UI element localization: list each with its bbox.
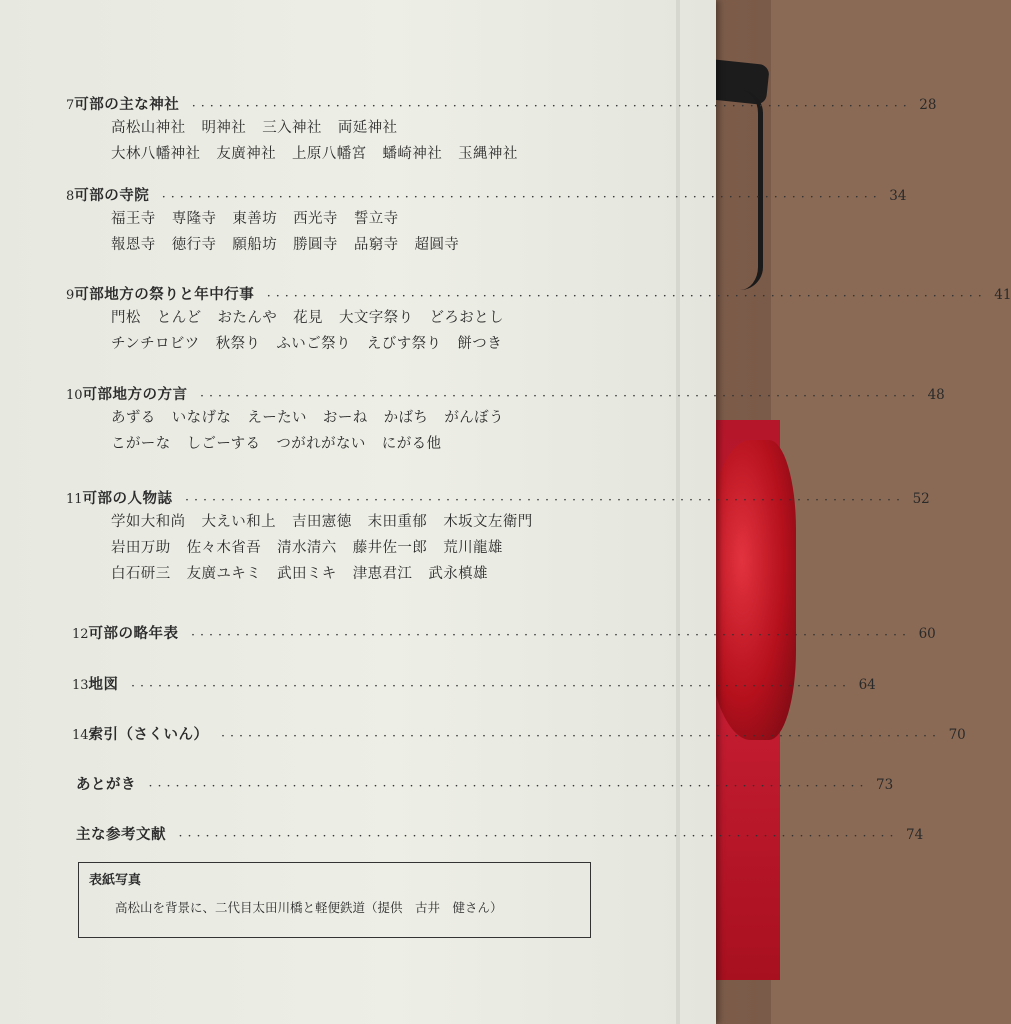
leader-dots: ・・・・・・・・・・・・・・・・・・・・・・・・・・・・・・・・・・・・・・・・・・・・・・・・・・・・・・・・・・・・・・・・・・・・・・・・・・・・・・・・ <box>264 292 985 302</box>
toc-sub-item: 東善坊 <box>232 211 278 227</box>
toc-sub-item: 佐々木省吾 <box>186 540 262 556</box>
toc-entry <box>66 383 945 457</box>
toc-sub-item-line <box>111 206 586 232</box>
page-number: 41 <box>994 287 1011 303</box>
leader-dots: ・・・・・・・・・・・・・・・・・・・・・・・・・・・・・・・・・・・・・・・・・・・・・・・・・・・・・・・・・・・・・・・・・・・・・・・・・・・・・・・・ <box>159 193 880 203</box>
toc-sub-item: 木坂文左衛門 <box>443 514 533 530</box>
page-number: 74 <box>906 827 924 843</box>
toc-sub-item: 学如大和尚 <box>111 514 186 530</box>
chapter-title: 索引（さくいん） <box>88 726 209 743</box>
toc-sub-item-line <box>111 405 586 431</box>
chapter-title: 可部地方の祭りと年中行事 <box>74 286 255 303</box>
chapter-title: あとがき <box>76 776 136 793</box>
page-number: 60 <box>918 626 936 642</box>
chapter-number: 7 <box>66 98 75 113</box>
toc-sub-item: 餅つき <box>457 336 503 352</box>
toc-entry <box>72 612 936 644</box>
toc-entry <box>66 184 907 258</box>
caption-title: 表紙写真 <box>89 873 142 888</box>
toc-entry-heading <box>76 823 924 845</box>
toc-sub-item: いなげな <box>171 410 232 426</box>
toc-entry <box>76 813 924 845</box>
toc-sub-item-line <box>111 115 586 141</box>
cover-photo-caption-box <box>78 862 591 938</box>
toc-entry <box>72 663 876 695</box>
toc-sub-item: 玉縄神社 <box>458 146 518 162</box>
toc-sub-item: 願船坊 <box>232 237 278 253</box>
chapter-number: 11 <box>66 492 83 507</box>
toc-sub-item: がんぼう <box>444 410 504 426</box>
toc-sub-item: 末田重郁 <box>367 514 428 530</box>
toc-sub-item: どろおとし <box>429 310 504 326</box>
toc-sub-items <box>111 405 586 457</box>
toc-sub-item: 福王寺 <box>111 211 156 227</box>
chapter-number: 8 <box>66 189 75 204</box>
toc-sub-item: 誓立寺 <box>353 211 399 227</box>
toc-sub-item: えびす祭り <box>366 336 442 352</box>
chapter-title: 可部の人物誌 <box>82 490 173 507</box>
toc-entry-heading <box>66 93 937 115</box>
chapter-number: 13 <box>72 678 89 693</box>
toc-sub-item: とんど <box>156 310 202 326</box>
toc-sub-items <box>111 509 586 587</box>
toc-sub-item-line <box>111 561 586 587</box>
toc-sub-item-line <box>111 232 586 258</box>
toc-entry-heading <box>66 383 945 405</box>
toc-entry-heading <box>66 487 930 509</box>
toc-sub-item: しごーする <box>186 436 261 452</box>
toc-sub-item: 大林八幡神社 <box>111 146 201 162</box>
toc-entry-heading <box>66 283 1011 305</box>
toc-sub-item: 品窮寺 <box>353 237 399 253</box>
toc-sub-item: 秋祭り <box>215 336 261 352</box>
toc-sub-item-line <box>111 431 586 457</box>
toc-entry-heading <box>72 673 876 695</box>
toc-sub-item: 白石研三 <box>111 566 171 582</box>
leader-dots: ・・・・・・・・・・・・・・・・・・・・・・・・・・・・・・・・・・・・・・・・・・・・・・・・・・・・・・・・・・・・・・・・・・・・・・・・・・・・・・・・ <box>218 732 939 742</box>
toc-sub-item: 武永槙雄 <box>428 566 488 582</box>
toc-sub-item-line <box>111 509 586 535</box>
toc-sub-item: 高松山神社 <box>111 120 186 136</box>
chapter-number: 9 <box>66 288 75 303</box>
toc-sub-item: 友廣ユキミ <box>186 566 262 582</box>
toc-entry-heading <box>72 622 936 644</box>
toc-sub-item: 三入神社 <box>262 120 322 136</box>
toc-sub-item: かばち <box>383 410 429 426</box>
page-edge <box>676 0 680 1024</box>
toc-entry-heading <box>76 773 894 795</box>
toc-sub-item-line <box>111 535 586 561</box>
toc-sub-item: ふいご祭り <box>276 336 351 352</box>
toc-sub-item: 上原八幡宮 <box>292 146 367 162</box>
chapter-title: 主な参考文献 <box>76 826 166 843</box>
toc-sub-item-line <box>111 305 586 331</box>
toc-sub-item: おたんや <box>217 310 278 326</box>
toc-sub-item: 超圓寺 <box>414 237 460 253</box>
chapter-title: 可部の寺院 <box>74 187 150 204</box>
toc-entry <box>66 93 937 167</box>
toc-sub-item: 蟠崎神社 <box>382 146 443 162</box>
toc-sub-item: 専隆寺 <box>171 211 217 227</box>
toc-sub-item: 武田ミキ <box>277 566 337 582</box>
toc-sub-item-line <box>111 141 586 167</box>
toc-sub-item: 荒川龍雄 <box>443 540 503 556</box>
toc-sub-item: 西光寺 <box>293 211 338 227</box>
toc-sub-item: えーたい <box>247 410 307 426</box>
chapter-number: 10 <box>66 388 83 403</box>
toc-sub-item: 大文字祭り <box>338 310 414 326</box>
leader-dots: ・・・・・・・・・・・・・・・・・・・・・・・・・・・・・・・・・・・・・・・・・・・・・・・・・・・・・・・・・・・・・・・・・・・・・・・・・・・・・・・・ <box>189 102 910 112</box>
toc-sub-item: おーね <box>322 410 368 426</box>
chapter-title: 地図 <box>88 676 119 693</box>
toc-entry <box>72 713 966 745</box>
toc-sub-item: チンチロビツ <box>111 336 200 352</box>
toc-sub-item: 大えい和上 <box>201 514 276 530</box>
toc-entry <box>66 487 930 587</box>
leader-dots: ・・・・・・・・・・・・・・・・・・・・・・・・・・・・・・・・・・・・・・・・・・・・・・・・・・・・・・・・・・・・・・・・・・・・・・・・・・・・・・・・ <box>128 682 849 692</box>
toc-sub-item: 清水清六 <box>277 540 337 556</box>
toc-sub-item: 明神社 <box>201 120 247 136</box>
toc-sub-item: 門松 <box>111 310 141 326</box>
toc-entry-heading <box>66 184 907 206</box>
toc-entry <box>66 283 1011 357</box>
toc-sub-item: 報恩寺 <box>111 237 156 253</box>
toc-entry-heading <box>72 723 966 745</box>
toc-sub-item: 両延神社 <box>337 120 398 136</box>
chapter-number: 12 <box>72 627 89 642</box>
toc-sub-item: あずる <box>111 410 156 426</box>
chapter-title: 可部の主な神社 <box>74 96 180 113</box>
toc-sub-item: 勝圓寺 <box>293 237 338 253</box>
toc-sub-item: 花見 <box>293 310 323 326</box>
leader-dots: ・・・・・・・・・・・・・・・・・・・・・・・・・・・・・・・・・・・・・・・・・・・・・・・・・・・・・・・・・・・・・・・・・・・・・・・・・・・・・・・・ <box>176 832 897 842</box>
page-number: 48 <box>927 387 945 403</box>
toc-sub-items <box>111 305 586 357</box>
toc-sub-item-line <box>111 331 586 357</box>
page-number: 52 <box>912 491 930 507</box>
toc-entry <box>76 763 894 795</box>
chapter-title: 可部の略年表 <box>88 625 179 642</box>
leader-dots: ・・・・・・・・・・・・・・・・・・・・・・・・・・・・・・・・・・・・・・・・・・・・・・・・・・・・・・・・・・・・・・・・・・・・・・・・・・・・・・・・ <box>146 782 867 792</box>
toc-sub-item: 徳行寺 <box>171 237 217 253</box>
page-number: 34 <box>889 188 907 204</box>
toc-sub-items <box>111 206 586 258</box>
toc-sub-item: つがれがない <box>276 436 366 452</box>
toc-sub-item: 吉田憲徳 <box>292 514 352 530</box>
leader-dots: ・・・・・・・・・・・・・・・・・・・・・・・・・・・・・・・・・・・・・・・・・・・・・・・・・・・・・・・・・・・・・・・・・・・・・・・・・・・・・・・・ <box>182 496 903 506</box>
toc-sub-item: 津恵君江 <box>352 566 413 582</box>
toc-sub-item: こがーな <box>111 436 171 452</box>
chapter-number: 14 <box>72 728 89 743</box>
page-number: 28 <box>919 97 937 113</box>
toc-sub-item: 藤井佐一郎 <box>352 540 428 556</box>
computer-mouse <box>706 440 796 740</box>
leader-dots: ・・・・・・・・・・・・・・・・・・・・・・・・・・・・・・・・・・・・・・・・・・・・・・・・・・・・・・・・・・・・・・・・・・・・・・・・・・・・・・・・ <box>188 631 909 641</box>
toc-sub-item: 友廣神社 <box>216 146 277 162</box>
leader-dots: ・・・・・・・・・・・・・・・・・・・・・・・・・・・・・・・・・・・・・・・・・・・・・・・・・・・・・・・・・・・・・・・・・・・・・・・・・・・・・・・・ <box>197 392 918 402</box>
page-number: 64 <box>858 677 876 693</box>
chapter-title: 可部地方の方言 <box>82 386 188 403</box>
toc-sub-item: にがる他 <box>381 436 442 452</box>
caption-text: 高松山を背景に、二代目太田川橋と軽便鉄道（提供 古井 健さん） <box>115 900 503 915</box>
page-number: 70 <box>948 727 966 743</box>
toc-sub-item: 岩田万助 <box>111 540 171 556</box>
page-number: 73 <box>876 777 894 793</box>
toc-sub-items <box>111 115 586 167</box>
